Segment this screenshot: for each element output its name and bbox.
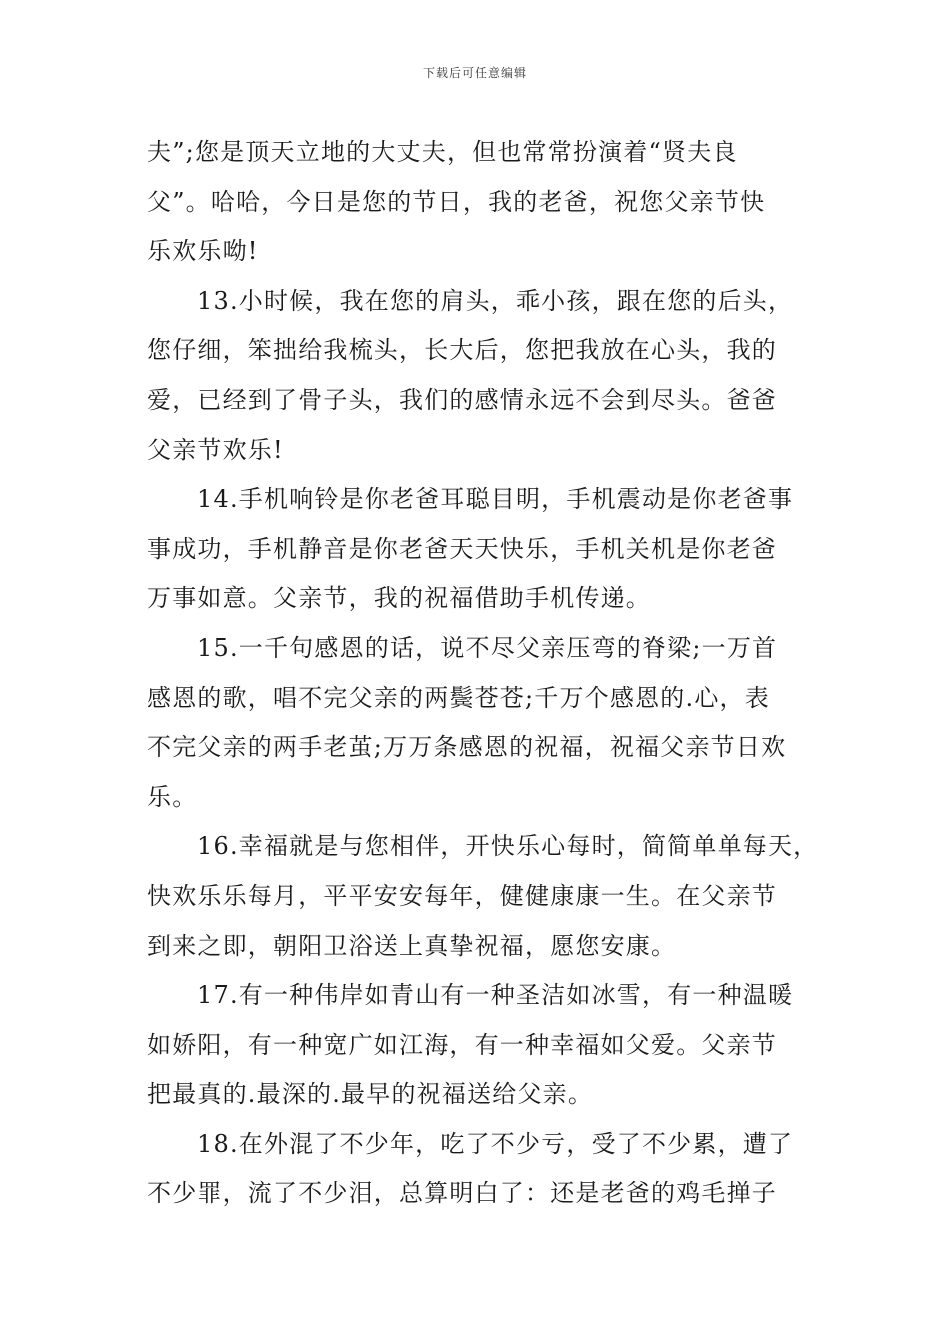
text-line: 18.在外混了不少年，吃了不少亏，受了不少累，遭了 — [197, 1129, 794, 1158]
paragraph-18 — [147, 1120, 807, 1219]
text-line: 乐欢乐呦! — [147, 237, 259, 266]
text-line: 把最真的.最深的.最早的祝福送给父亲。 — [147, 1080, 594, 1109]
text-line: 不完父亲的两手老茧;万万条感恩的祝福，祝福父亲节日欢 — [147, 733, 787, 762]
text-line: 16.幸福就是与您相伴，开快乐心每时，简简单单每天， — [197, 832, 819, 861]
paragraph-15 — [147, 624, 807, 822]
text-line: 万事如意。父亲节，我的祝福借助手机传递。 — [147, 584, 651, 613]
paragraph-16 — [147, 822, 819, 971]
paragraph-14 — [147, 475, 807, 624]
text-line: 快欢乐乐每月，平平安安每年，健健康康一生。在父亲节 — [147, 881, 777, 910]
text-line: 夫”;您是顶天立地的大丈夫，但也常常扮演着“贤夫良 — [147, 138, 738, 166]
text-line: 父”。哈哈，今日是您的节日，我的老爸，祝您父亲节快 — [147, 187, 766, 216]
paragraph-13 — [147, 277, 807, 475]
text-line: 14.手机响铃是你老爸耳聪目明，手机震动是你老爸事 — [197, 485, 794, 514]
text-line: 事成功，手机静音是你老爸天天快乐，手机关机是你老爸 — [147, 534, 777, 563]
text-line: 感恩的歌，唱不完父亲的两鬓苍苍;千万个感恩的.心，表 — [147, 683, 770, 712]
paragraph-17 — [147, 971, 807, 1120]
text-line: 爱，已经到了骨子头，我们的感情永远不会到尽头。爸爸 — [147, 385, 777, 414]
text-line: 乐。 — [147, 782, 198, 811]
page-header: 下载后可任意编辑 — [422, 66, 527, 80]
text-line: 您仔细，笨拙给我梳头，长大后，您把我放在心头，我的 — [147, 336, 777, 365]
text-line: 不少罪，流了不少泪，总算明白了：还是老爸的鸡毛掸子 — [147, 1179, 777, 1208]
text-line: 父亲节欢乐! — [147, 435, 284, 464]
text-line: 13.小时候，我在您的肩头，乖小孩，跟在您的后头， — [197, 286, 794, 315]
text-line: 如娇阳，有一种宽广如江海，有一种幸福如父爱。父亲节 — [147, 1030, 777, 1059]
text-line: 15.一千句感恩的话，说不尽父亲压弯的脊梁;一万首 — [197, 633, 778, 662]
text-line: 17.有一种伟岸如青山有一种圣洁如冰雪，有一种温暖 — [197, 981, 794, 1010]
document-body — [147, 128, 819, 1219]
paragraph-continuation — [147, 128, 807, 277]
text-line: 到来之即，朝阳卫浴送上真挚祝福，愿您安康。 — [147, 931, 677, 960]
